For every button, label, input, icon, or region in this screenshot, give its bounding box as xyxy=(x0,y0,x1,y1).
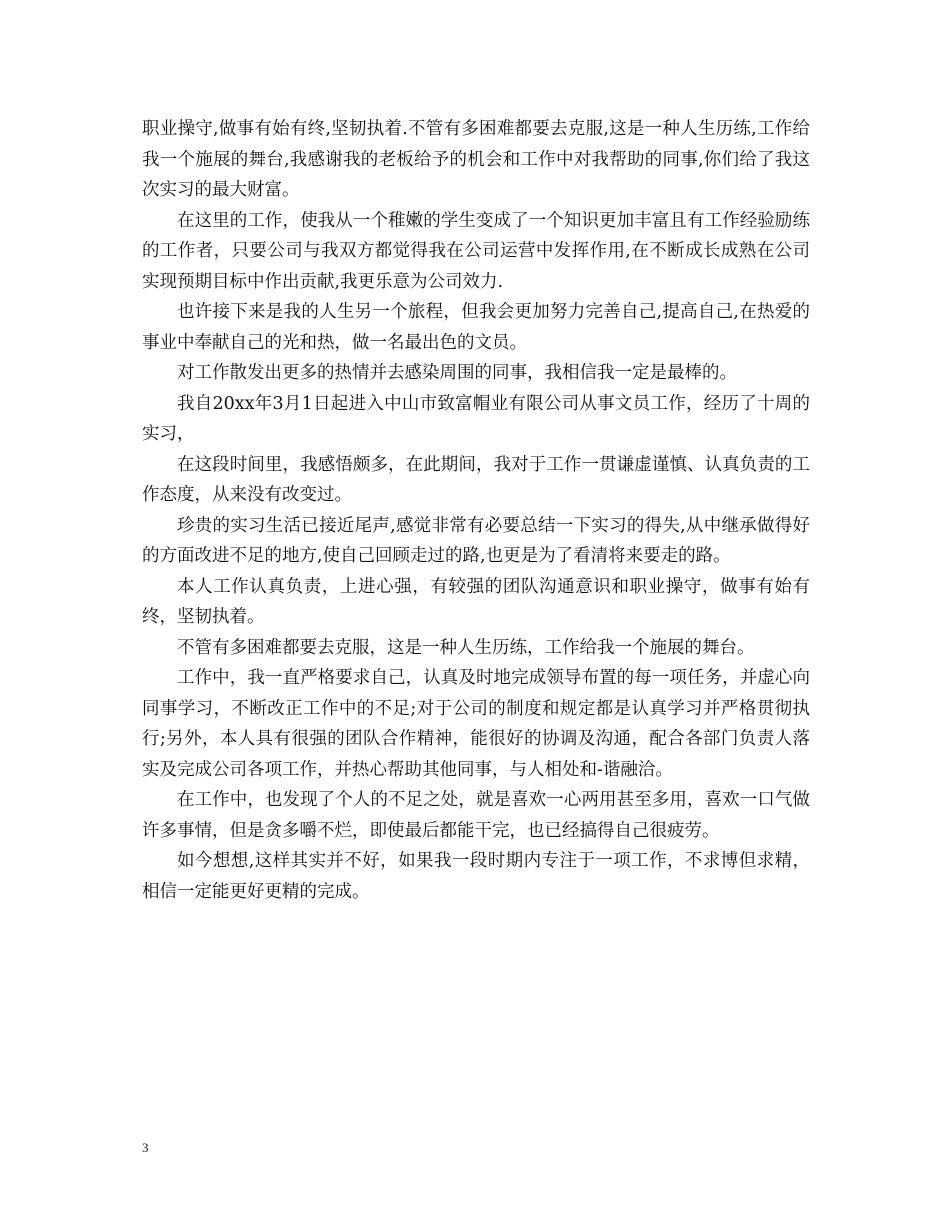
paragraph-9: 不管有多困难都要去克服，这是一种人生历练，工作给我一个施展的舞台。 xyxy=(177,637,755,658)
paragraph-6: 在这段时间里，我感悟颇多，在此期间，我对于工作一贯谦虚谨慎、认真负责的工作态度，从来没有改变过。 xyxy=(142,454,810,505)
paragraph-11: 在工作中，也发现了个人的不足之处，就是喜欢一心两用甚至多用，喜欢一口气做许多事情，但是贪多嚼不烂，即使最后都能干完，也已经搞得自己很疲劳。 xyxy=(142,790,810,841)
paragraph-12: 如今想想,这样其实并不好，如果我一段时期内专注于一项工作，不求博但求精，相信一定能更好更精的完成。 xyxy=(142,851,810,902)
paragraph-10: 工作中，我一直严格要求自己，认真及时地完成领导布置的每一项任务，并虚心向同事学习，不断改正工作中的不足;对于公司的制度和规定都是认真学习并严格贯彻执行;另外，本人具有很强的团队合作精神，能很好的协调及沟通，配合各部门负责人落实及完成公司各项工作，并热心帮助其他同事，与人相处和-谐融洽。 xyxy=(142,668,810,780)
document-body xyxy=(142,114,810,907)
paragraph-7: 珍贵的实习生活已接近尾声,感觉非常有必要总结一下实习的得失,从中继承做得好的方面改进不足的地方,使自己回顾走过的路,也更是为了看清将来要走的路。 xyxy=(142,515,810,566)
page-number: 3 xyxy=(142,1140,149,1155)
paragraph-2: 在这里的工作，使我从一个稚嫩的学生变成了一个知识更加丰富且有工作经验励练的工作者，只要公司与我双方都觉得我在公司运营中发挥作用,在不断成长成熟在公司实现预期目标中作出贡献,我更乐意为公司效力. xyxy=(142,210,810,292)
paragraph-3: 也许接下来是我的人生另一个旅程，但我会更加努力完善自己,提高自己,在热爱的事业中奉献自己的光和热，做一名最出色的文员。 xyxy=(142,302,810,353)
paragraph-8: 本人工作认真负责，上进心强，有较强的团队沟通意识和职业操守，做事有始有终，坚韧执着。 xyxy=(142,576,810,627)
paragraph-1: 职业操守,做事有始有终,坚韧执着.不管有多困难都要去克服,这是一种人生历练,工作给我一个施展的舞台,我感谢我的老板给予的机会和工作中对我帮助的同事,你们给了我这次实习的最大财富。 xyxy=(142,119,810,200)
paragraph-5: 我自20xx年3月1日起进入中山市致富帽业有限公司从事文员工作，经历了十周的实习， xyxy=(142,393,810,444)
paragraph-4: 对工作散发出更多的热情并去感染周围的同事，我相信我一定是最棒的。 xyxy=(177,363,737,383)
